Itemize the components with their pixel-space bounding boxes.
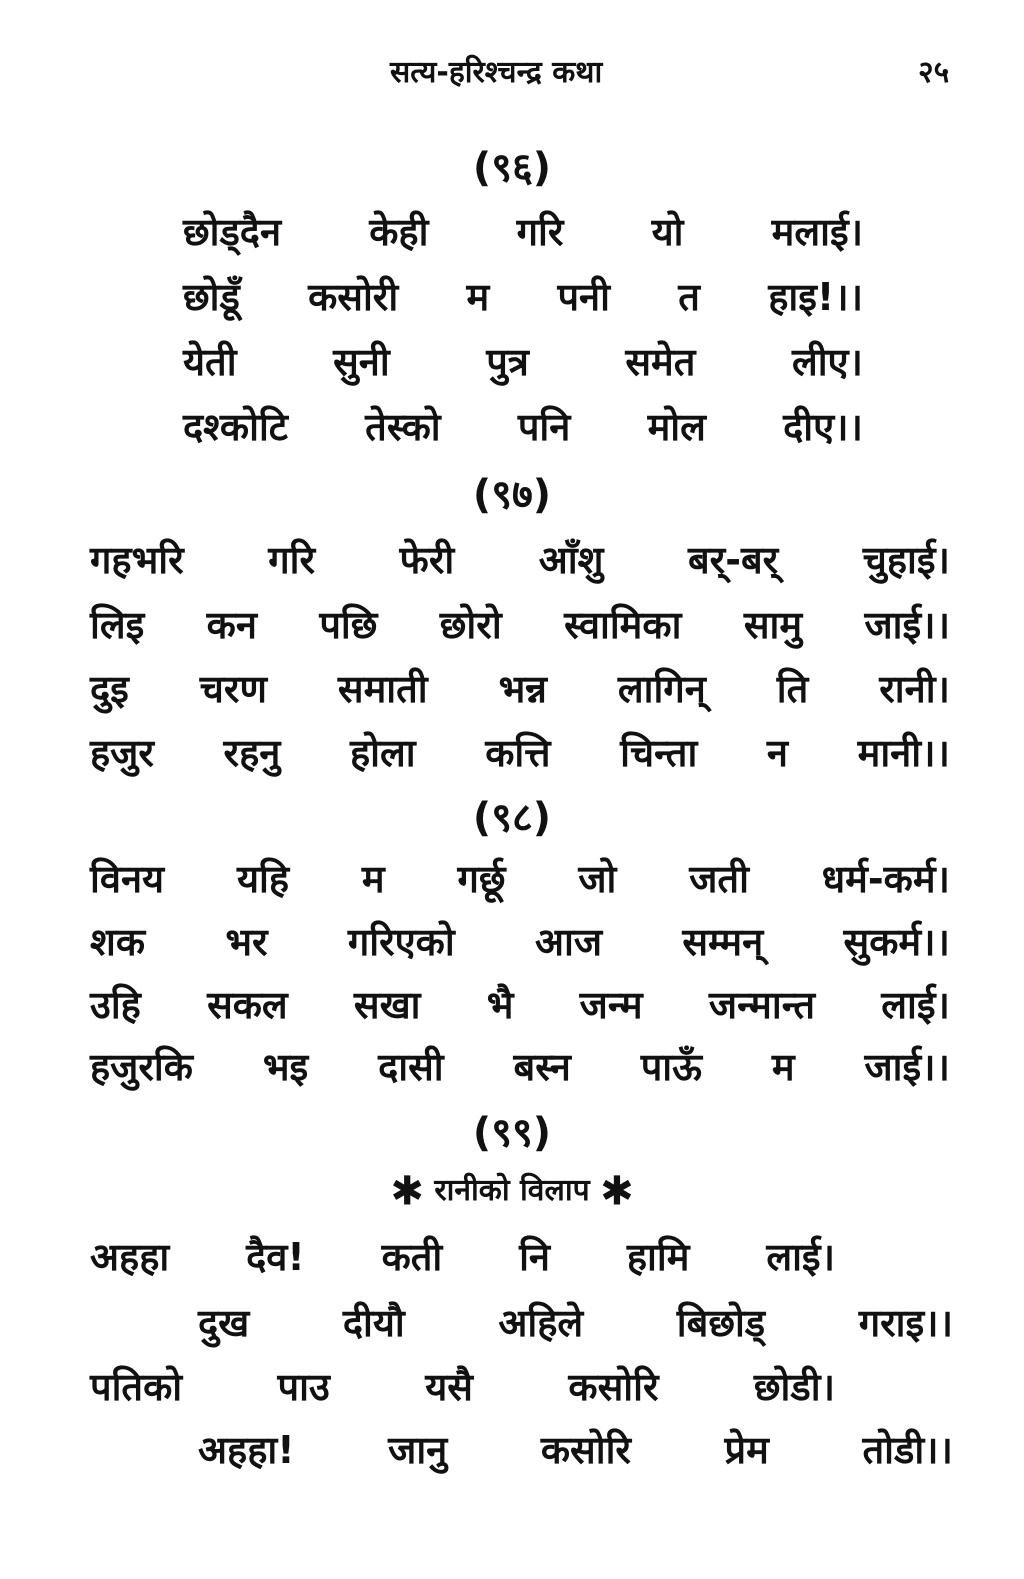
word: छोडूँ <box>183 275 240 319</box>
word: म <box>771 1045 795 1089</box>
verse-line <box>90 726 950 778</box>
word: भइ <box>262 1045 309 1089</box>
word: न <box>766 731 788 775</box>
verse-line <box>90 662 950 714</box>
word: गहभरि <box>90 538 184 582</box>
word: जाई।। <box>864 603 950 647</box>
word: प्रेम <box>724 1428 769 1472</box>
word: नि <box>519 1235 551 1279</box>
word: कसोरी <box>308 275 399 319</box>
word: लीए। <box>791 340 863 384</box>
word: गरि <box>268 538 315 582</box>
word: आँशु <box>538 538 604 582</box>
word: केही <box>369 210 429 254</box>
verse-line <box>90 1360 835 1412</box>
word: रहनु <box>223 731 281 775</box>
word: पाउ <box>277 1365 330 1409</box>
word: बस्न <box>513 1045 571 1089</box>
word: सुनी <box>333 340 390 384</box>
page-header <box>0 50 1024 100</box>
asterisk-icon: ✱ <box>600 1168 634 1215</box>
verse-number: (९९) <box>472 1110 552 1156</box>
word: लाई। <box>881 983 950 1027</box>
word: गराइ।। <box>858 1301 953 1345</box>
verse-number: (९७) <box>472 472 552 518</box>
verse-line <box>90 915 950 967</box>
word: बर्-बर् <box>687 538 779 582</box>
word: जन्म <box>579 983 643 1027</box>
word: म <box>466 275 490 319</box>
verse-line <box>183 335 863 387</box>
section-heading <box>0 1168 1024 1215</box>
verse-number: (९६) <box>472 145 552 191</box>
word: छोरो <box>439 603 502 647</box>
word: ति <box>776 667 809 711</box>
word: यो <box>651 210 684 254</box>
word: सकल <box>207 983 288 1027</box>
word: दुख <box>198 1301 250 1345</box>
word: पनी <box>557 275 610 319</box>
word: मलाई। <box>771 210 863 254</box>
word: बिछोड् <box>676 1301 766 1345</box>
word: स्वामिका <box>564 603 682 647</box>
word: भै <box>486 983 514 1027</box>
asterisk-icon: ✱ <box>390 1168 424 1215</box>
word: कन <box>206 603 257 647</box>
word: चरण <box>199 667 267 711</box>
verse-line <box>90 598 950 650</box>
word: भर <box>225 920 268 964</box>
verse-line <box>183 270 863 322</box>
word: पछि <box>319 603 378 647</box>
verse-number: (९८) <box>472 795 552 841</box>
verse-line <box>90 1040 950 1092</box>
word: जानु <box>388 1428 448 1472</box>
word: दश्कोटि <box>183 405 288 449</box>
word: जाई।। <box>864 1045 950 1089</box>
word: पाऊँ <box>640 1045 702 1089</box>
word: छोड्दैन <box>183 210 282 254</box>
word: हजुरकि <box>90 1045 193 1089</box>
page-number: २५ <box>918 55 950 90</box>
word: यसै <box>425 1365 473 1409</box>
word: अहहा! <box>198 1428 295 1472</box>
word: उहि <box>90 983 141 1027</box>
word: रानी। <box>879 667 950 711</box>
word: हाइ!।। <box>768 275 863 319</box>
word: कत्ति <box>485 731 551 775</box>
verse-line <box>198 1296 953 1348</box>
verse-line <box>90 533 950 585</box>
word: मानी।। <box>857 731 950 775</box>
word: धर्म-कर्म। <box>821 857 950 901</box>
word: शक <box>90 920 146 964</box>
word: भन्न <box>498 667 547 711</box>
word: हामि <box>626 1235 690 1279</box>
word: लिइ <box>90 603 145 647</box>
word: लागिन् <box>617 667 706 711</box>
word: समाती <box>337 667 428 711</box>
word: गरि <box>516 210 564 254</box>
word: यहि <box>236 857 290 901</box>
word: पतिको <box>90 1365 183 1409</box>
word: तोडी।। <box>862 1428 953 1472</box>
word: कती <box>381 1235 443 1279</box>
verse-line <box>183 400 863 452</box>
word: दीए।। <box>783 405 863 449</box>
verse-line <box>90 978 950 1030</box>
verse-line <box>183 205 863 257</box>
word: विनय <box>90 857 165 901</box>
word: अहहा <box>90 1235 170 1279</box>
word: जती <box>689 857 749 901</box>
word: दासी <box>378 1045 444 1089</box>
word: चुहाई। <box>862 538 950 582</box>
word: अहिले <box>498 1301 584 1345</box>
word: हजुर <box>90 731 154 775</box>
word: जन्मान्त <box>708 983 816 1027</box>
word: मोल <box>647 405 706 449</box>
verse-line <box>90 1230 835 1282</box>
word: त <box>678 275 700 319</box>
word: येती <box>183 340 237 384</box>
verse-line <box>198 1423 953 1475</box>
word: पनि <box>517 405 571 449</box>
word: सुकर्म।। <box>843 920 950 964</box>
word: फेरी <box>399 538 455 582</box>
running-title: सत्य-हरिश्चन्द्र कथा <box>390 55 603 90</box>
word: दीयौ <box>342 1301 405 1345</box>
word: लाई। <box>766 1235 835 1279</box>
word: कसोरि <box>540 1428 631 1472</box>
verse-line <box>90 852 950 904</box>
word: जो <box>578 857 617 901</box>
word: सम्मन् <box>682 920 764 964</box>
word: होला <box>349 731 416 775</box>
word: आज <box>535 920 603 964</box>
word: पुत्र <box>486 340 529 384</box>
word: कसोरि <box>568 1365 659 1409</box>
word: म <box>361 857 385 901</box>
word: दैव! <box>246 1235 305 1279</box>
word: सखा <box>353 983 421 1027</box>
heading-text: रानीको विलाप <box>434 1173 590 1208</box>
word: दुइ <box>90 667 129 711</box>
word: छोडी। <box>753 1365 835 1409</box>
word: गरिएको <box>347 920 455 964</box>
word: सामु <box>743 603 803 647</box>
word: तेस्को <box>365 405 441 449</box>
word: समेत <box>625 340 696 384</box>
word: चिन्ता <box>620 731 698 775</box>
word: गर्छू <box>457 857 506 901</box>
